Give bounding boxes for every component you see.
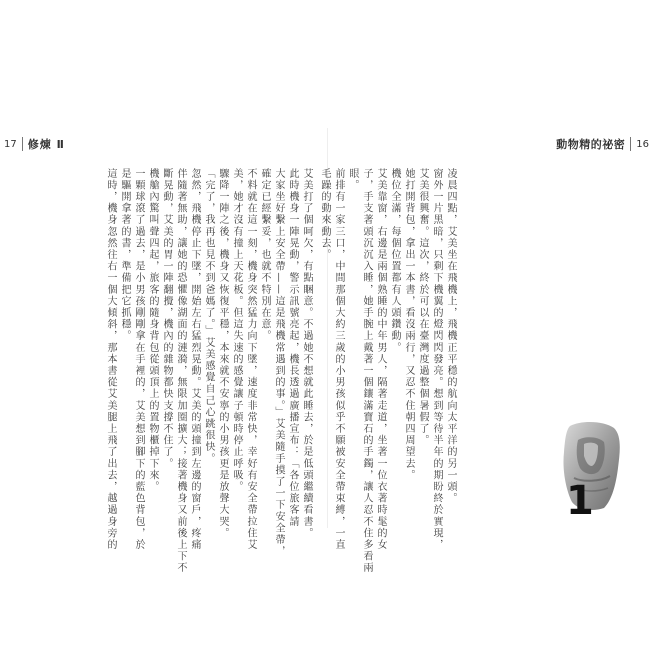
paragraph: 是驅開拿著的書，準備把它抓穩。 — [119, 168, 130, 342]
paragraph: 機位全滿，每個位置都有人頭鑽動。 — [389, 168, 400, 354]
left-running-head: 修煉 Ⅱ — [27, 138, 65, 151]
paragraph: 子，手支著頭沉沉入睡，她手腕上戴著一個鑲滿寶石的手鐲，讓人忍不住多看兩 — [361, 168, 372, 574]
paragraph: 忽然，飛機停止下墜，開始左右猛烈晃動。艾美的頭撞到左邊的窗戶，疼痛 — [189, 168, 200, 551]
paragraph: 窗外一片黑暗，只剩下機翼的燈閃閃發亮。想到等待半年的期盼終於實現， — [431, 168, 442, 551]
right-page-body — [317, 168, 457, 574]
chapter-number: 1 — [566, 478, 592, 524]
paragraph: 大家坐好繫上安全帶——這是飛機常遇到的事。」艾美隨手摸了一下安全帶， — [273, 168, 284, 558]
paragraph: 「完了，我再也見不到爸媽了。」艾美感覺自己心跳很快。 — [203, 168, 214, 465]
paragraph: 艾美很興奮。這次，終於可以在臺灣度過整個暑假了。 — [417, 168, 428, 447]
paragraph: 不料就在這一刻，機身突然猛力向下墜，速度非常快，幸好有安全帶拉住艾 — [245, 168, 256, 551]
left-page-number: 17 — [4, 138, 17, 150]
header-divider — [22, 137, 23, 151]
paragraph: 美，她才沒有撞上天花板。但這失速的感覺讓子頓時停止呼吸。 — [231, 168, 242, 493]
left-page-header — [4, 136, 65, 152]
right-page-header — [556, 136, 649, 152]
paragraph: 前排有一家三口，中間那個大約三歲的小男孩似乎不願被安全帶束縛，一直 — [333, 168, 344, 551]
paragraph: 眼。 — [347, 168, 358, 192]
paragraph: 凌晨四點，艾美坐在飛機上，飛機正平穩的航向太平洋的另一頭。 — [445, 168, 456, 505]
paragraph: 這時，機身忽然往右一個大傾斜，那本書從艾美腿上飛了出去，越過身旁的 — [105, 168, 116, 551]
paragraph: 艾美靠窗，右邊是兩個熟睡的中年男人，隔著走道，坐著一位衣著時髦的女 — [375, 168, 386, 551]
paragraph: 確定已經繫妥，也就不特別在意。 — [259, 168, 270, 342]
paragraph: 斷晃動，艾美的胃一陣翻攪，機內的雜物都快支撐不住了。 — [161, 168, 172, 470]
paragraph: 一顆球滾了過去，是小男孩剛剛拿在手裡的，艾美想到腳下的藍色背包，於 — [133, 168, 144, 551]
paragraph: 毛躁的動來動去。 — [319, 168, 330, 261]
header-divider — [630, 137, 631, 151]
paragraph: 伴隨著無助，讓她的恐懼像湖面的漣漪，無限加圈擴大；接著機身又前後上下不 — [175, 168, 186, 574]
paragraph: 此時機身一陣晃動，警示訊號亮起，機長透過廣播宣布：「各位旅客請 — [287, 168, 298, 528]
right-running-head: 動物精的祕密 — [556, 138, 626, 151]
paragraph: 驟降一陣之後，機身又恢復平穩，本來就不安寧的小男孩更是放聲大哭。 — [217, 168, 228, 540]
paragraph: 機艙內驚叫聲四起，旅客的隨身背包從頭頂上的置物櫃掉下來。 — [147, 168, 158, 493]
right-page-number: 16 — [636, 138, 649, 150]
paragraph: 她打開背包，拿出一本書，看沒兩行，又忍不住朝四周望去。 — [403, 168, 414, 482]
left-page-body — [103, 168, 313, 574]
paragraph: 艾美打了個呵欠，有點睏意。不過她不想就此睡去，於是低頭繼續看書。 — [301, 168, 312, 540]
